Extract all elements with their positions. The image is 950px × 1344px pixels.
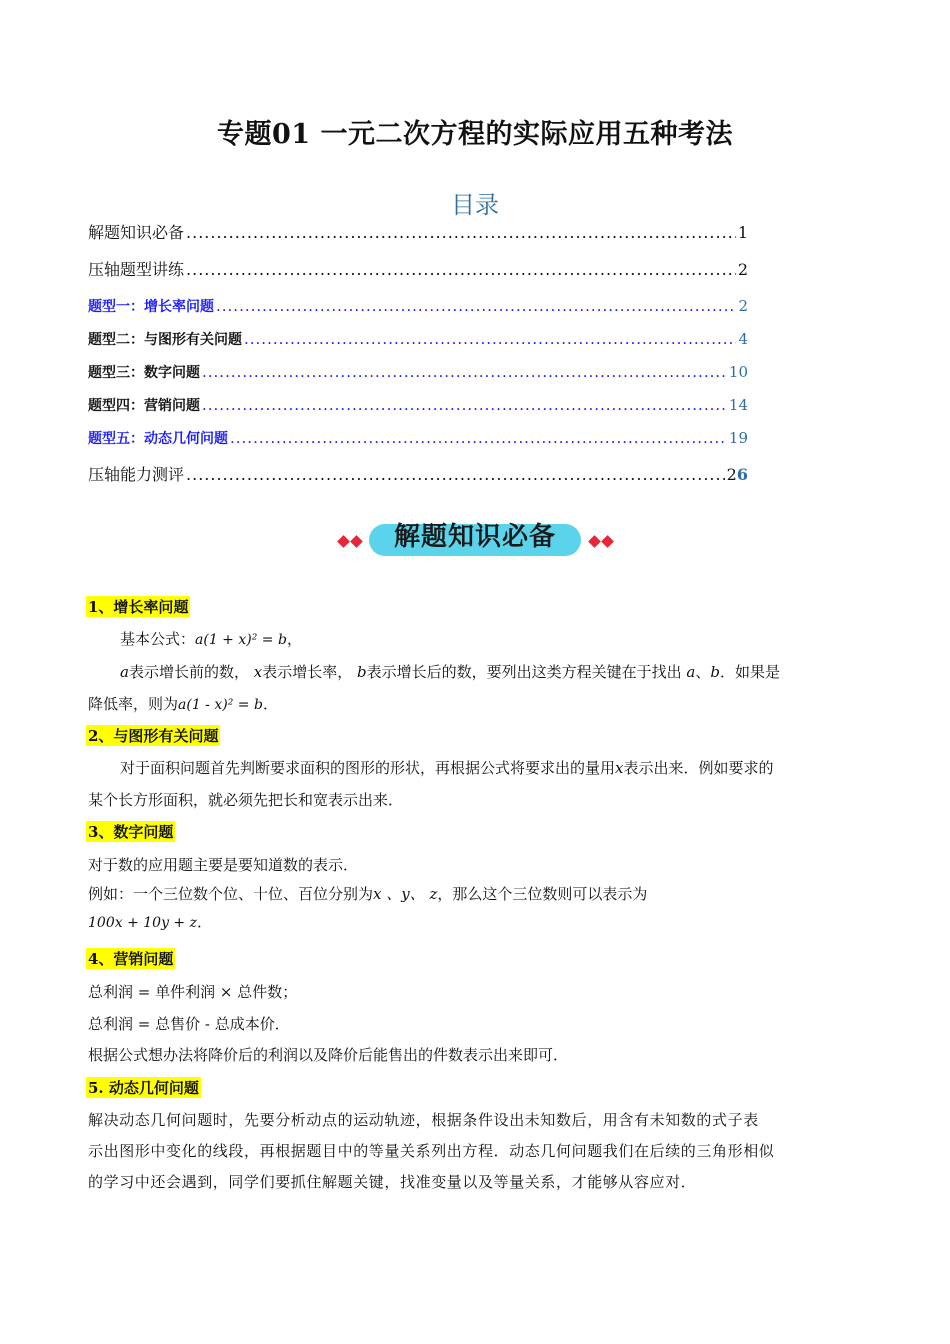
paragraph [120,624,860,655]
toc-entry[interactable] [88,329,748,349]
toc-leader [186,465,725,484]
diamond-icon [601,535,614,548]
toc-leader [186,260,736,279]
toc-page-number: 10 [728,363,748,381]
paragraph [120,753,870,783]
toc-page-number: 1 [737,223,748,242]
text: ．如果是 [720,663,781,681]
paragraph: 示出图形中变化的线段，再根据题目中的等量关系列出方程．动态几何问题我们在后续的三角形相似 [88,1142,775,1160]
text: ，那么这个三位数则可以表示为 [437,885,648,903]
toc-leader [202,396,727,414]
toc-entry[interactable] [88,220,748,243]
text: 基本公式： [120,630,196,648]
text: 表示增长后的数，要列出这类方程关键在于找出 [366,663,682,681]
section-title: 4、营销问题 [88,950,174,968]
variable: a [686,663,696,681]
text: 例如：一个三位数个位、十位、百位分别为 [88,885,374,903]
paragraph: 某个长方形面积，就必须先把长和宽表示出来． [88,791,404,809]
text: 对于面积问题首先判断要求面积的图形的形状，再根据公式将要求出的量用 [120,759,616,777]
variable: b [357,663,367,681]
toc-leader [202,363,727,381]
toc-page-digit: 6 [736,465,748,484]
text: 表示出来．例如要求的 [623,759,774,777]
toc-page-digit: 2 [726,465,737,484]
toc-page-number: 14 [728,396,748,414]
formula: 100x + 10y + z [88,915,197,931]
document-title: 专题01 一元二次方程的实际应用五种考法 [217,119,733,150]
toc-entry-label: 题型一：增长率问题 [88,299,214,315]
paragraph [120,657,870,687]
toc-entry-label: 压轴能力测评 [88,465,185,484]
toc-entry-label: 题型四：营销问题 [88,398,200,414]
formula: a(1 - x)² = b [178,697,263,713]
toc-page-number: 2 [738,297,748,315]
toc-heading: 目录 [451,191,499,219]
toc-entry[interactable] [88,362,748,382]
toc-entry-label: 题型五：动态几何问题 [88,431,228,447]
paragraph: 解决动态几何问题时，先要分析动点的运动轨迹，根据条件设出未知数后，用含有未知数的式子表 [88,1111,759,1129]
variable: x [615,759,624,777]
toc-entry-label: 解题知识必备 [88,223,185,242]
text: 表示增长前的数， [128,663,249,681]
variables: x 、y、 z [373,885,438,903]
variable: x [253,663,263,681]
paragraph [88,907,868,938]
text: 、 [695,663,711,681]
section-title: 1、增长率问题 [88,598,189,616]
toc-entry[interactable] [88,395,748,415]
section-title: 3、数字问题 [88,823,174,841]
toc-leader [216,297,736,315]
variable: b [710,663,720,681]
diamond-icon [588,535,601,548]
paragraph [88,879,868,909]
section-title: 2、与图形有关问题 [88,727,219,745]
text: ． [196,913,212,931]
toc-entry[interactable] [88,257,748,280]
diamond-icon [350,535,363,548]
section-banner [0,514,950,564]
variable: a [120,663,129,681]
diamond-icon [337,535,350,548]
paragraph: 根据公式想办法将降价后的利润以及降价后能售出的件数表示出来即可． [88,1046,569,1064]
paragraph: 总利润 = 总售价 - 总成本价． [88,1015,290,1033]
text: ， [286,630,302,648]
toc-entry-label: 题型三：数字问题 [88,365,200,381]
text: 表示增长率， [262,663,353,681]
paragraph: 总利润 = 单件利润 × 总件数； [88,983,298,1001]
text: ． [262,695,278,713]
toc-entry[interactable] [88,428,748,448]
paragraph: 的学习中还会遇到，同学们要抓住解题关键，找准变量以及等量关系，才能够从容应对． [88,1173,697,1191]
toc-entry[interactable] [88,462,748,485]
toc-page-number [727,465,748,484]
toc-page-number: 19 [728,429,748,447]
toc-entry-label: 题型二：与图形有关问题 [88,332,242,348]
toc-page-number: 4 [738,330,748,348]
toc-leader [186,223,736,242]
paragraph: 对于数的应用题主要是要知道数的表示． [88,856,359,874]
toc-entry-label: 压轴题型讲练 [88,260,185,279]
text: 降低率，则为 [88,695,179,713]
banner-text: 解题知识必备 [393,522,556,552]
toc-entry[interactable] [88,296,748,316]
toc-page-number: 2 [737,260,748,279]
section-title: 5. 动态几何问题 [88,1079,199,1097]
formula: a(1 + x)² = b [195,632,287,648]
paragraph [88,689,868,720]
toc-leader [244,330,736,348]
toc-leader [230,429,727,447]
